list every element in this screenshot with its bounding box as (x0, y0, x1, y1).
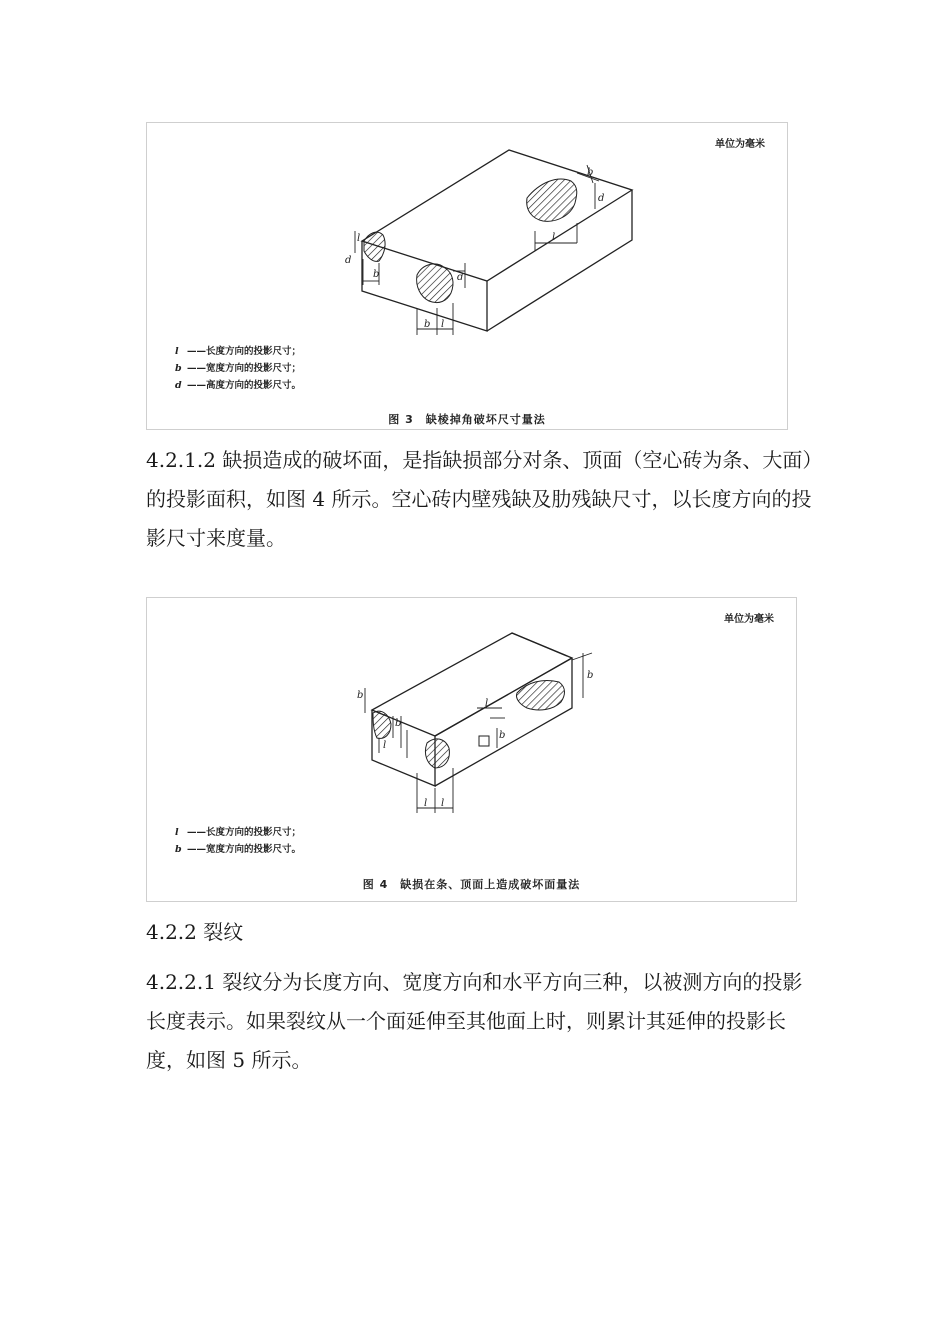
legend (175, 343, 301, 394)
label-d: d (345, 255, 352, 266)
heading-4-2-2: 4.2.2 裂纹 (146, 920, 244, 944)
legend-item: b ——宽度方向的投影尺寸。 (175, 844, 302, 855)
unit-label: 单位为毫米 (715, 139, 765, 150)
legend-item: l ——长度方向的投影尺寸； (175, 827, 302, 838)
figure-4 (146, 597, 797, 902)
legend-item: d ——高度方向的投影尺寸。 (175, 380, 302, 391)
paragraph-4-2-2-1: 4.2.2.1 裂纹分为长度方向、宽度方向和水平方向三种，以被测方向的投影长度表示。如果裂纹从一个面延伸至其他面上时，则累计其延伸的投影长度，如图 5 所示。 (146, 970, 803, 1072)
unit-label: 单位为毫米 (724, 614, 774, 625)
label-b: b (424, 319, 431, 330)
figure-3 (146, 122, 788, 430)
label-b: b (499, 730, 506, 741)
label-l: l (424, 798, 428, 809)
label-b: b (357, 690, 364, 701)
label-b: b (587, 167, 594, 178)
paragraph-4-2-1-2: 4.2.1.2 缺损造成的破坏面，是指缺损部分对条、顶面（空心砖为条、大面）的投影面积，如图 4 所示。空心砖内壁残缺及肋残缺尺寸，以长度方向的投影尺寸来度量。 (146, 448, 813, 550)
label-b: b (373, 269, 380, 280)
legend (175, 824, 301, 858)
figure-caption: 图 3 缺棱掉角破坏尺寸量法 (388, 413, 546, 426)
label-l: l (441, 319, 445, 330)
legend-item: l ——长度方向的投影尺寸； (175, 346, 302, 357)
legend-item: b ——宽度方向的投影尺寸； (175, 363, 302, 374)
label-b: b (587, 670, 594, 681)
label-d: d (598, 193, 605, 204)
label-l: l (485, 698, 489, 709)
figure-caption: 图 4 缺损在条、顶面上造成破坏面量法 (362, 878, 581, 891)
label-d: d (457, 272, 464, 283)
label-l: l (357, 233, 361, 244)
label-b: b (395, 718, 402, 729)
label-l: l (441, 798, 445, 809)
label-l: l (552, 232, 556, 243)
label-l: l (383, 740, 387, 751)
